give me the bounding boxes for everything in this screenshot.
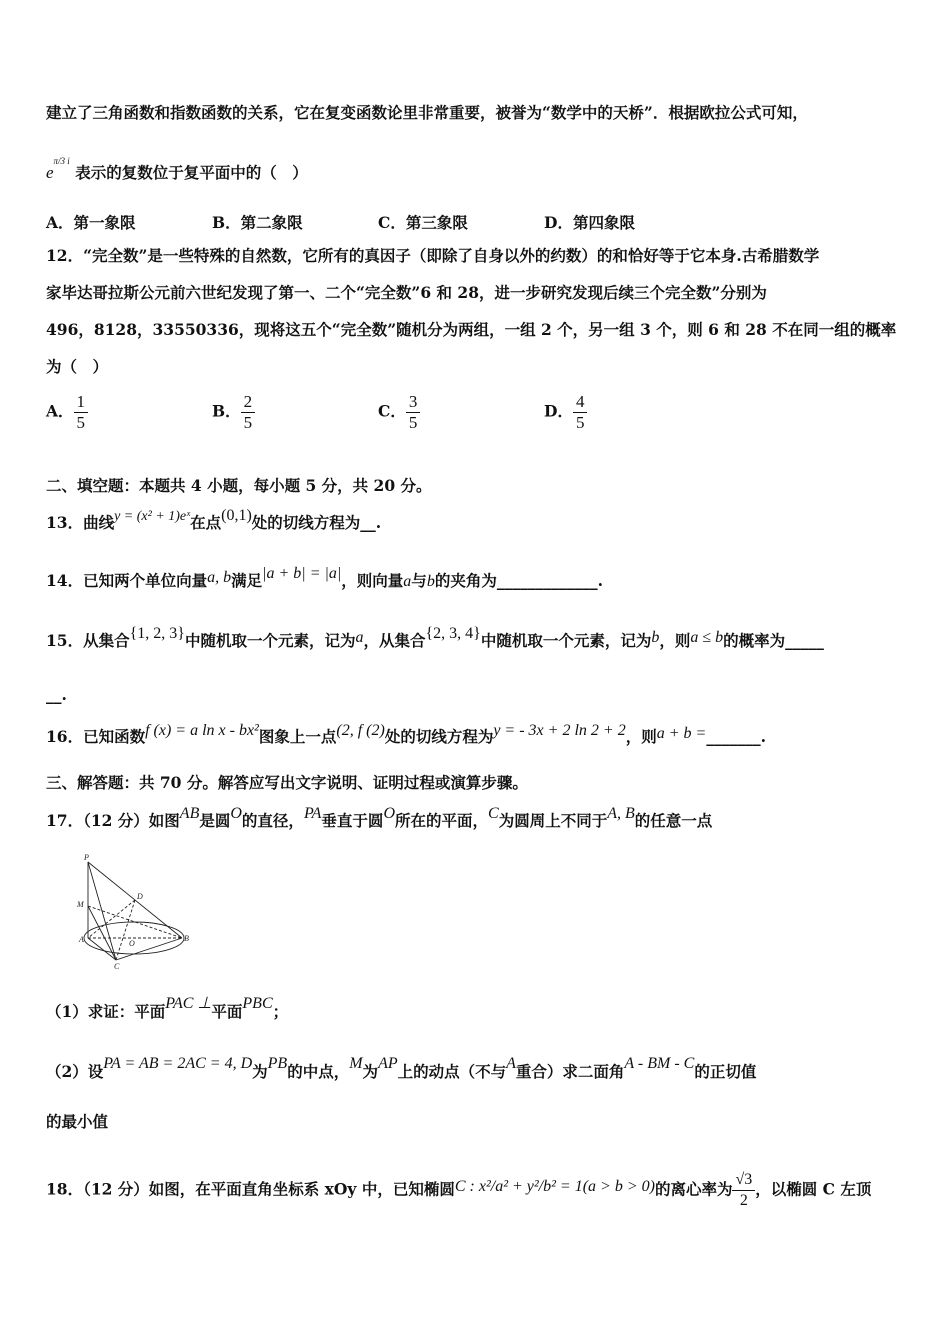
- q12-option-c: C． $\frac{3}{5}$: [378, 392, 420, 433]
- q17: 17．（12 分）如图AB是圆O的直径，PA垂直于圆O所在的平面，C为圆周上不同于A, B的任意一点: [46, 805, 713, 830]
- q12-line3: 496，8128，33550336，现将这五个“完全数”随机分为两组，一组 2 个，另一组 3 个，则 6 和 28 不在同一组的概率: [46, 320, 897, 339]
- q12-line1: 12．“完全数”是一些特殊的自然数，它所有的真因子（即除了自身以外的约数）的和恰好等于它本身.古希腊数学: [46, 246, 820, 265]
- q13: 13．曲线y = (x² + 1)eˣ在点(0,1)处的切线方程为__.: [46, 507, 382, 532]
- section-answer-header: 三、解答题：共 70 分。解答应写出文字说明、证明过程或演算步骤。: [46, 773, 528, 792]
- q13-point: (0,1): [221, 507, 252, 524]
- q15-cont: __.: [46, 685, 67, 704]
- q16-function: f (x) = a ln x - bx²: [145, 722, 259, 739]
- q12-option-b: B． $\frac{2}{5}$: [212, 392, 255, 433]
- q14-condition: |a + b| = |a|: [262, 565, 342, 582]
- segment-pc: [88, 862, 116, 960]
- label-a: A: [79, 935, 84, 944]
- q11-line1: 建立了三角函数和指数函数的关系，它在复变函数论里非常重要，被誉为“数学中的天桥”．根据欧拉公式可知，: [46, 103, 808, 122]
- q11-question: 表示的复数位于复平面中的（ ）: [75, 163, 308, 182]
- q13-curve: y = (x² + 1)eˣ: [114, 509, 191, 524]
- segment-bc: [116, 938, 182, 960]
- q17-figure: [72, 852, 197, 970]
- q11-expr-exp: π/3 i: [53, 156, 70, 166]
- q12-option-d: D． $\frac{4}{5}$: [544, 392, 587, 433]
- q15-set2: {2, 3, 4}: [425, 625, 481, 642]
- label-b: B: [184, 934, 189, 943]
- q17-part1: （1）求证：平面PAC ⊥平面PBC；: [46, 995, 289, 1021]
- q11-expr-base: e: [46, 163, 54, 182]
- q16-point: (2, f (2): [336, 722, 385, 739]
- q11-option-d: D．第四象限: [544, 213, 635, 232]
- q18: 18．（12 分）如图，在平面直角坐标系 xOy 中，已知椭圆C : x²/a² + y²/b² = 1(a > b > 0)的离心率为 $\frac{√3}{2}$ ，以椭圆 C 左顶: [46, 1171, 872, 1209]
- q12-line4: 为（ ）: [46, 357, 109, 376]
- q15: 15．从集合{1, 2, 3}中随机取一个元素，记为a，从集合{2, 3, 4}中随机取一个元素，记为b，则a ≤ b的概率为_____: [46, 625, 824, 650]
- q14: 14．已知两个单位向量a, b满足|a + b| = |a|，则向量a与b的夹角为_____________.: [46, 565, 603, 590]
- q16: 16．已知函数f (x) = a ln x - bx²图象上一点(2, f (2)处的切线方程为y = - 3x + 2 ln 2 + 2，则a + b =_______.: [46, 722, 766, 746]
- q18-ellipse: C : x²/a² + y²/b² = 1(a > b > 0): [454, 1177, 655, 1195]
- segment-ac: [88, 938, 116, 960]
- q15-set1: {1, 2, 3}: [129, 625, 185, 642]
- label-d: D: [137, 892, 143, 901]
- q12-line2: 家毕达哥拉斯公元前六世纪发现了第一、二个“完全数”6 和 28，进一步研究发现后续三个完全数”分别为: [46, 283, 767, 302]
- q12-option-a: A． $\frac{1}{5}$: [46, 392, 88, 433]
- q17-part2-cont: 的最小值: [46, 1112, 109, 1131]
- q17-part2: （2）设PA = AB = 2AC = 4, D为PB的中点，M为AP上的动点（不与A重合）求二面角A - BM - C的正切值: [46, 1055, 757, 1081]
- section-fill-in-header: 二、填空题：本题共 4 小题，每小题 5 分，共 20 分。: [46, 476, 432, 495]
- q16-tangent: y = - 3x + 2 ln 2 + 2: [493, 722, 626, 739]
- q11-option-c: C．第三象限: [378, 213, 468, 232]
- label-p: P: [84, 853, 89, 862]
- q11-option-b: B．第二象限: [212, 213, 303, 232]
- label-o: O: [129, 939, 135, 948]
- label-m: M: [77, 900, 84, 909]
- label-c: C: [114, 962, 120, 970]
- q11-option-a: A．第一象限: [46, 213, 136, 232]
- segment-dc: [116, 900, 135, 960]
